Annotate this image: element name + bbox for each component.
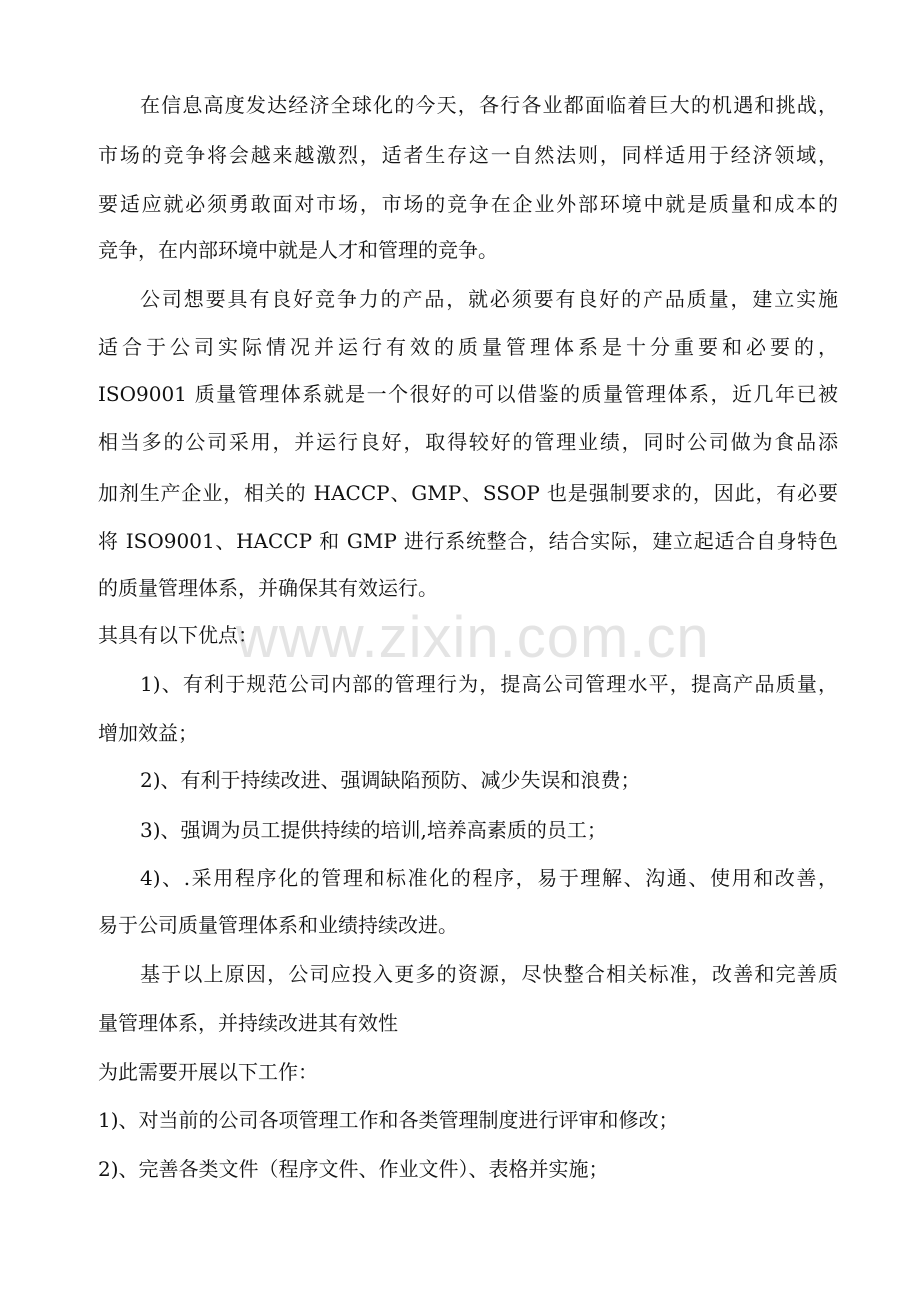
- paragraph-3-line-2: 量管理体系，并持续改进其有效性: [98, 1011, 398, 1035]
- paragraph-2-line-7: 的质量管理体系，并确保其有效运行。: [98, 576, 438, 600]
- advantage-2: 2)、有利于持续改进、强调缺陷预防、减少失误和浪费；: [140, 768, 641, 792]
- paragraph-2-line-6: 将 ISO9001、HACCP 和 GMP 进行系统整合，结合实际，建立起适合自身特色: [98, 529, 838, 553]
- advantage-3: 3)、强调为员工提供持续的培训,培养高素质的员工；: [140, 818, 607, 842]
- paragraph-1-line-1: 在信息高度发达经济全球化的今天，各行各业都面临着巨大的机遇和挑战，: [140, 93, 838, 117]
- advantages-heading: 其具有以下优点：: [98, 623, 258, 647]
- paragraph-1-line-2: 市场的竞争将会越来越激烈，适者生存这一自然法则，同样适用于经济领域，: [98, 143, 838, 167]
- advantage-1-line-1: 1)、有利于规范公司内部的管理行为，提高公司管理水平，提高产品质量，: [140, 672, 838, 696]
- work-item-1: 1)、对当前的公司各项管理工作和各类管理制度进行评审和修改；: [98, 1108, 679, 1132]
- advantage-4-line-1: 4)、.采用程序化的管理和标准化的程序，易于理解、沟通、使用和改善，: [140, 866, 838, 890]
- paragraph-2-line-2: 适合于公司实际情况并运行有效的质量管理体系是十分重要和必要的，: [98, 335, 838, 359]
- paragraph-2-line-4: 相当多的公司采用，并运行良好，取得较好的管理业绩，同时公司做为食品添: [98, 430, 838, 454]
- paragraph-1-line-3: 要适应就必须勇敢面对市场，市场的竞争在企业外部环境中就是质量和成本的: [98, 192, 838, 216]
- advantage-1-line-2: 增加效益；: [98, 721, 198, 745]
- paragraph-2-line-3: ISO9001 质量管理体系就是一个很好的可以借鉴的质量管理体系，近几年已被: [98, 382, 838, 406]
- paragraph-2-line-1: 公司想要具有良好竞争力的产品，就必须要有良好的产品质量，建立实施: [140, 287, 838, 311]
- paragraph-1-line-4: 竞争，在内部环境中就是人才和管理的竞争。: [98, 238, 498, 262]
- work-item-2: 2)、完善各类文件（程序文件、作业文件）、表格并实施；: [98, 1157, 609, 1181]
- paragraph-3-line-1: 基于以上原因，公司应投入更多的资源，尽快整合相关标准，改善和完善质: [140, 962, 838, 986]
- watermark: www.zixin.com.cn: [236, 605, 710, 670]
- paragraph-2-line-5: 加剂生产企业，相关的 HACCP、GMP、SSOP 也是强制要求的，因此，有必要: [98, 481, 838, 505]
- advantage-4-line-2: 易于公司质量管理体系和业绩持续改进。: [98, 913, 458, 937]
- work-heading: 为此需要开展以下工作：: [98, 1060, 318, 1084]
